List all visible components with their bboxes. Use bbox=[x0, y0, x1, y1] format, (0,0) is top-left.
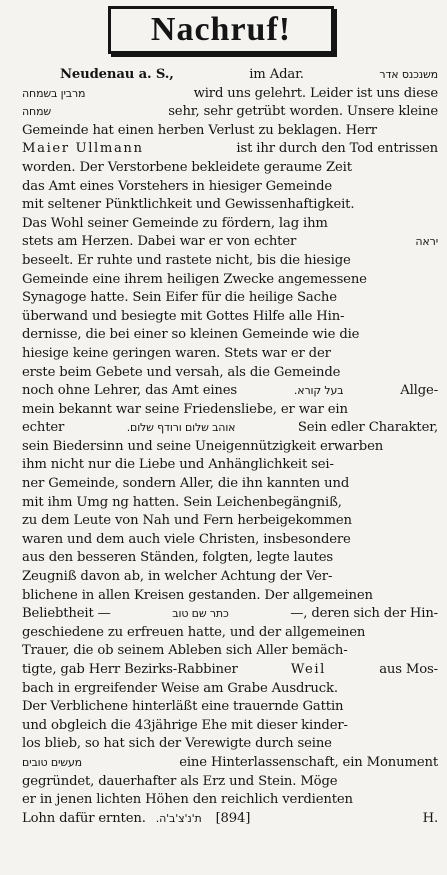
text-line bbox=[22, 85, 438, 104]
text-line bbox=[22, 512, 438, 531]
text-line bbox=[22, 196, 438, 215]
text-segment: und obgleich die 43jährige Ehe mit dieser kinder- bbox=[22, 717, 348, 733]
text-segment: Synagoge hatte. Sein Eifer für die heilige Sache bbox=[22, 290, 337, 306]
text-segment: ner Gemeinde, sondern Aller, die ihn kannten und bbox=[22, 476, 350, 492]
text-line bbox=[22, 605, 438, 624]
text-line bbox=[22, 122, 438, 141]
hebrew-phrase: כתר שם טוב bbox=[172, 607, 229, 621]
text-line bbox=[22, 810, 438, 829]
text-segment: hiesige keine geringen waren. Stets war er der bbox=[22, 345, 331, 361]
text-segment: im Adar. bbox=[249, 67, 304, 82]
hebrew-phrase: מעשים טובים bbox=[22, 755, 83, 769]
text-line bbox=[22, 140, 438, 159]
text-segment: Allge- bbox=[400, 383, 438, 399]
text-segment: Lohn dafür ernten. bbox=[22, 810, 146, 826]
text-line bbox=[22, 661, 438, 680]
text-line bbox=[22, 308, 438, 327]
text-segment: Gemeinde eine ihrem heiligen Zwecke angemessene bbox=[22, 271, 367, 287]
text-segment: mit seltener Pünktlichkeit und Gewissenhaftigkeit. bbox=[22, 197, 355, 213]
text-segment: ihm nicht nur die Liebe und Anhänglichkeit sei- bbox=[22, 457, 334, 473]
hebrew-phrase: מרבין בשמחה bbox=[22, 86, 86, 100]
text-segment: eine Hinterlassenschaft, ein Monument bbox=[179, 754, 438, 770]
title-box bbox=[108, 6, 334, 54]
text-segment: echter bbox=[22, 420, 65, 436]
text-line bbox=[22, 735, 438, 754]
text-segment: los blieb, so hat sich der Verewigte durch seine bbox=[22, 736, 332, 752]
text-segment: Gemeinde hat einen herben Verlust zu beklagen. Herr bbox=[22, 122, 377, 138]
text-line bbox=[22, 233, 438, 252]
text-line bbox=[22, 271, 438, 290]
text-segment: tigte, gab Herr Bezirks-Rabbiner bbox=[22, 662, 238, 677]
text-segment: Das Wohl seiner Gemeinde zu fördern, lag ihm bbox=[22, 215, 328, 231]
text-segment: H. bbox=[422, 810, 438, 826]
text-segment: Zeugniß davon ab, in welcher Achtung der Ver- bbox=[22, 569, 333, 585]
hebrew-phrase: משנכנס אדר bbox=[379, 68, 438, 81]
text-segment: blichene in allen Kreisen gestanden. Der allgemeinen bbox=[22, 587, 373, 603]
text-line bbox=[22, 624, 438, 643]
text-segment: aus Mos- bbox=[379, 662, 438, 677]
text-segment: geschiedene zu erfreuen hatte, und der allgemeinen bbox=[22, 624, 366, 640]
text-segment: bach in ergreifender Weise am Grabe Ausdruck. bbox=[22, 680, 338, 696]
text-segment: Sein edler Charakter, bbox=[297, 420, 438, 436]
text-line bbox=[22, 289, 438, 308]
hebrew-phrase: יראה bbox=[415, 235, 438, 249]
text-line bbox=[22, 66, 438, 85]
text-segment: erste beim Gebete und versah, als die Gemeinde bbox=[22, 364, 341, 380]
text-segment: noch ohne Lehrer, das Amt eines bbox=[22, 383, 238, 399]
text-segment: ist ihr durch den Tod entrissen bbox=[236, 141, 438, 157]
text-line bbox=[22, 642, 438, 661]
text-line bbox=[22, 326, 438, 345]
text-line bbox=[22, 159, 438, 178]
text-line bbox=[22, 568, 438, 587]
text-segment: überwand und besiegte mit Gottes Hilfe alle Hin- bbox=[22, 308, 345, 324]
text-segment: mit ihm Umg ng hatten. Sein Leichenbegängniß, bbox=[22, 494, 342, 510]
text-line bbox=[22, 252, 438, 271]
text-segment: worden. Der Verstorbene bekleidete geraume Zeit bbox=[22, 159, 352, 175]
hebrew-phrase: אוהב שלום ורודף שלום. bbox=[126, 421, 236, 435]
text-segment: beseelt. Er ruhte und rastete nicht, bis die hiesige bbox=[22, 252, 351, 268]
text-line bbox=[22, 419, 438, 438]
text-segment: waren und dem auch viele Christen, insbesondere bbox=[22, 531, 351, 547]
text-segment: Trauer, die ob seinem Ableben sich Aller bemäch- bbox=[22, 643, 348, 659]
text-line bbox=[22, 791, 438, 810]
text-line bbox=[22, 698, 438, 717]
text-line bbox=[22, 382, 438, 401]
page-title: Nachruf! bbox=[150, 11, 292, 48]
text-line bbox=[22, 178, 438, 197]
text-line bbox=[22, 103, 438, 122]
text-line bbox=[22, 364, 438, 383]
text-segment: sehr, sehr getrübt worden. Unsere kleine bbox=[168, 104, 438, 120]
text-line bbox=[22, 475, 438, 494]
hebrew-phrase: שמחה bbox=[22, 105, 52, 119]
text-line bbox=[22, 215, 438, 234]
text-line bbox=[22, 680, 438, 699]
text-line bbox=[22, 438, 438, 457]
text-segment: zu dem Leute von Nah und Fern herbeigekommen bbox=[22, 513, 352, 529]
text-segment: —, deren sich der Hin- bbox=[290, 606, 438, 622]
text-segment: Beliebtheit — bbox=[22, 606, 111, 622]
text-segment: das Amt eines Vorstehers in hiesiger Gemeinde bbox=[22, 178, 333, 194]
text-line bbox=[22, 587, 438, 606]
text-line bbox=[22, 531, 438, 550]
hebrew-phrase: ת'נ'צ'ב'ה. bbox=[155, 811, 202, 825]
text-line bbox=[22, 401, 438, 420]
text-line bbox=[22, 717, 438, 736]
text-line bbox=[22, 549, 438, 568]
text-line bbox=[22, 773, 438, 792]
text-line bbox=[22, 754, 438, 773]
text-segment: Der Verblichene hinterläßt eine trauernde Gattin bbox=[22, 699, 344, 715]
hebrew-phrase: בעל קורא. bbox=[293, 384, 344, 398]
article-body bbox=[22, 66, 438, 828]
text-segment: wird uns gelehrt. Leider ist uns diese bbox=[193, 85, 438, 101]
text-segment: stets am Herzen. Dabei war er von echter bbox=[22, 234, 297, 250]
text-segment: Maier Ullmann bbox=[22, 141, 144, 157]
text-segment: Neudenau a. S., bbox=[60, 67, 174, 82]
text-segment: [894] bbox=[215, 810, 251, 826]
text-segment: mein bekannt war seine Friedensliebe, er war ein bbox=[22, 401, 348, 417]
text-segment: er in jenen lichten Höhen den reichlich verdienten bbox=[22, 792, 353, 808]
text-line bbox=[22, 494, 438, 513]
text-segment: aus den besseren Ständen, folgten, legte lautes bbox=[22, 550, 334, 566]
text-segment: dernisse, die bei einer so kleinen Gemeinde wie die bbox=[22, 327, 360, 343]
text-segment: sein Biedersinn und seine Uneigennützigkeit erwarben bbox=[22, 438, 384, 454]
text-line bbox=[22, 456, 438, 475]
text-segment: Weil bbox=[290, 662, 326, 677]
text-line bbox=[22, 345, 438, 364]
text-segment: gegründet, dauerhafter als Erz und Stein. Möge bbox=[22, 773, 338, 789]
